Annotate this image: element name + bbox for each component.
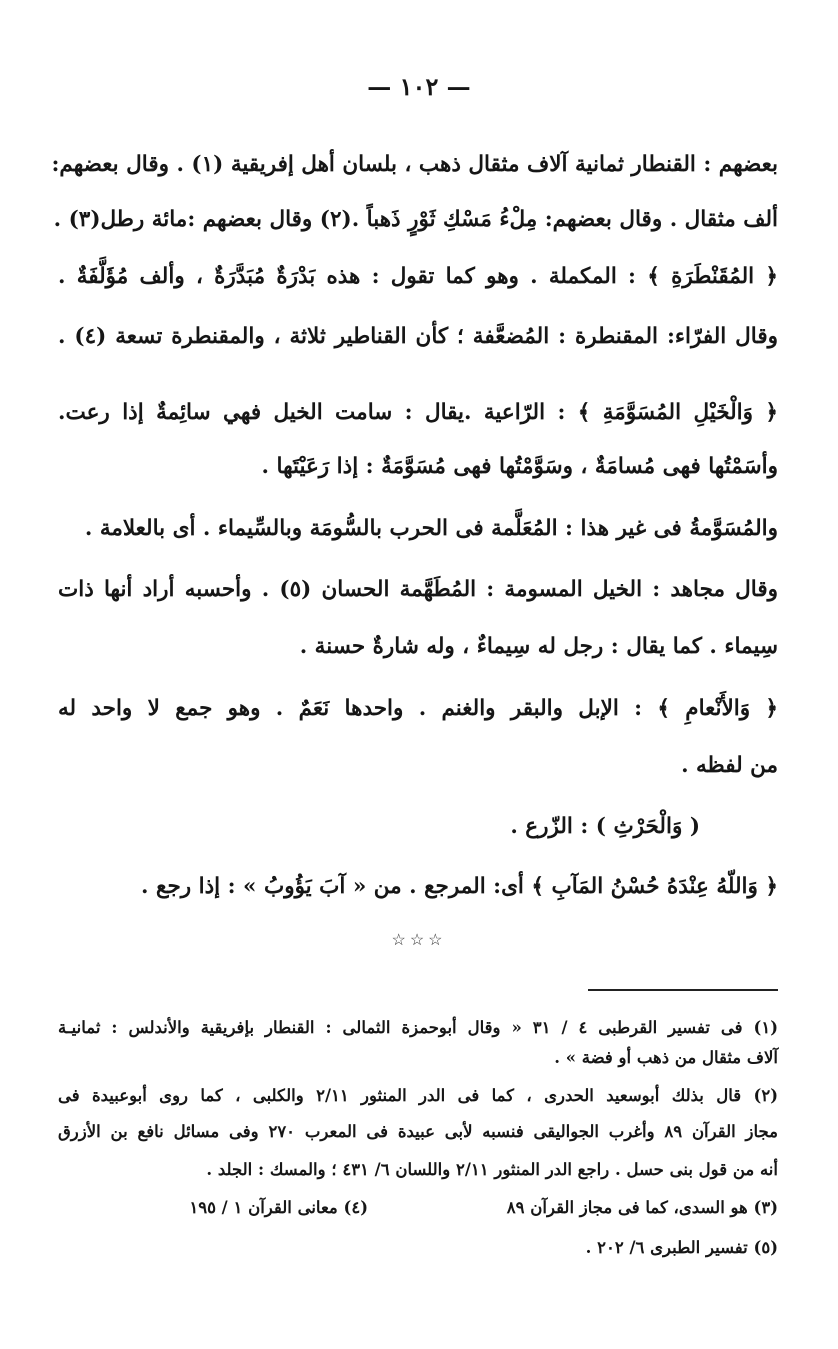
body-line: وقال مجاهد : الخيل المسومة : المُطَهَّمة الحسان (٥) . وأحسبه أراد أنها ذات: [58, 577, 778, 602]
section-divider-stars: ☆☆☆: [391, 930, 447, 949]
body-line: بعضهم : القنطار ثمانية آلاف مثقال ذهب ، بلسان أهل إفريقية (١) . وقال بعضهم:: [51, 152, 778, 177]
body-line: ( وَالْحَرْثِ ) : الزّرع .: [510, 814, 700, 839]
footnote-4: (٤) معانى القرآن ١ / ١٩٥: [189, 1198, 368, 1217]
body-line: ﴿ وَالْخَيْلِ المُسَوَّمَةِ ﴾ : الرّاعية .يقال : سامت الخيل فهي سائِمةٌ إذا رعت.: [58, 400, 778, 425]
page-number: — ١٠٢ —: [367, 72, 471, 101]
footnote-line: (١) فى تفسير القرطبى ٤ / ٣١ « وقال أبوحمزة الثمالى : القنطار بإفريقية والأندلس : ثمانيـة: [58, 1018, 778, 1037]
body-line: ﴿ المُقَنْطَرَةِ ﴾ : المكملة . وهو كما تقول : هذه بَدْرَةٌ مُبَدَّرَةٌ ، وألف مُؤَلَّفَةٌ .: [58, 264, 778, 289]
body-line: ألف مثقال . وقال بعضهم: مِلْءُ مَسْكِ ثَوْرٍ ذَهباً .(٢) وقال بعضهم :مائة رطل(٣) .: [53, 207, 778, 232]
footnote-5: (٥) تفسير الطبرى ٦/ ٢٠٢ .: [585, 1238, 778, 1257]
body-line: سِيماء . كما يقال : رجل له سِيماءٌ ، وله شارةٌ حسنة .: [299, 634, 778, 659]
body-line: من لفظه .: [681, 753, 778, 778]
body-line: ﴿ وَالأَنْعامِ ﴾ : الإبل والبقر والغنم . واحدها نَعَمٌ . وهو جمع لا واحد له: [58, 696, 778, 721]
footnote-line: آلاف مثقال من ذهب أو فضة » .: [554, 1048, 778, 1067]
body-line: والمُسَوَّمةُ فى غير هذا : المُعَلَّمة فى الحرب بالسُّومَة وبالسِّيماء . أى بالعلامة .: [84, 516, 778, 541]
body-line: وأسَمْتُها فهى مُسامَةٌ ، وسَوَّمْتُها فهى مُسَوَّمَةٌ : إذا رَعَيْتَها .: [261, 454, 778, 479]
footnote-line: (٢) قال بذلك أبوسعيد الحدرى ، كما فى الدر المنثور ٢/١١ والكلبى ، كما روى أبوعبيدة فى: [58, 1086, 779, 1105]
footnote-line: أنه من قول بنى حسل . راجع الدر المنثور ٢/١١ واللسان ٦/ ٤٣١ ؛ والمسك : الجلد .: [206, 1160, 778, 1179]
body-line: وقال الفرّاء: المقنطرة : المُضعَّفة ؛ كأن القناطير ثلاثة ، والمقنطرة تسعة (٤) .: [58, 324, 778, 349]
footnote-line: مجاز القرآن ٨٩ وأغرب الجواليقى فنسبه لأبى عبيدة فى المعرب ٢٧٠ وفى مسائل نافع بن الأزرق: [58, 1122, 778, 1141]
footnote-3: (٣) هو السدى، كما فى مجاز القرآن ٨٩: [506, 1198, 778, 1217]
body-line: ﴿ وَاللّهُ عِنْدَهُ حُسْنُ المَآبِ ﴾ أى: المرجع . من « آبَ يَؤُوبُ » : إذا رجع .: [141, 874, 778, 899]
footnote-separator: [588, 989, 778, 991]
